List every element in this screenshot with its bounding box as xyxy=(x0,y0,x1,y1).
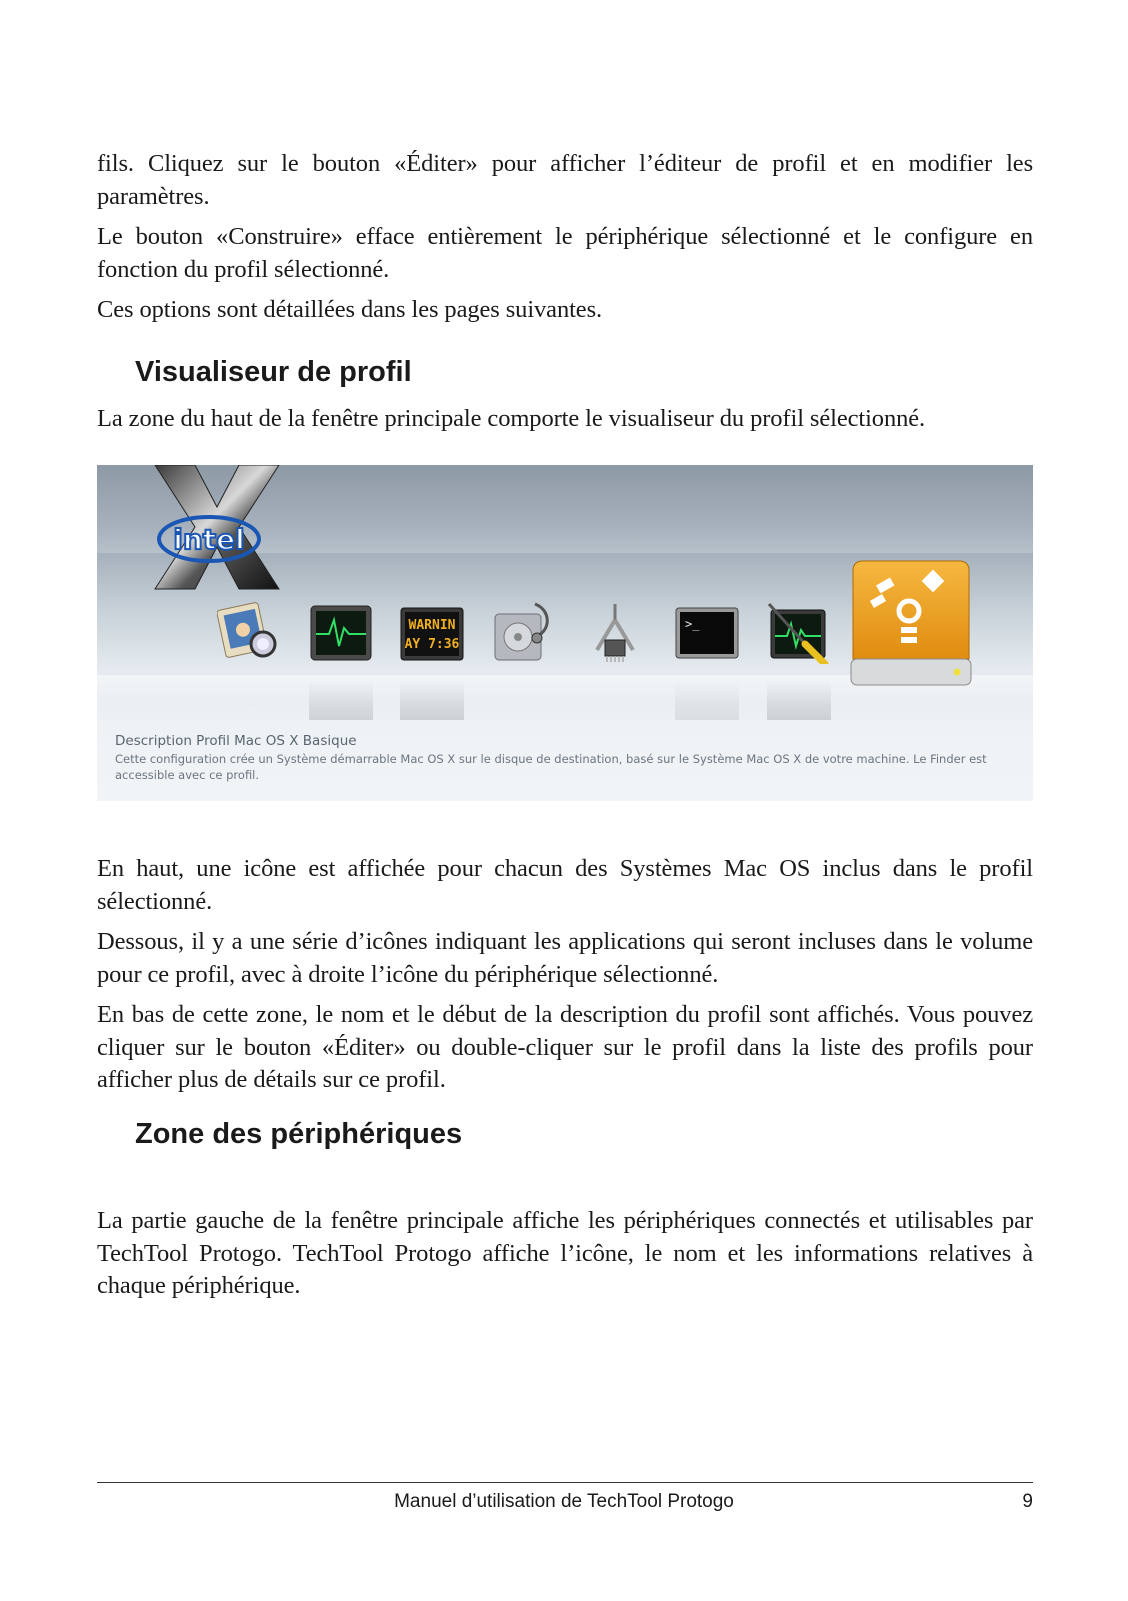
paragraph: Ces options sont détaillées dans les pages suivantes. xyxy=(97,296,603,323)
footer-title: Manuel d’utilisation de TechTool Protogo xyxy=(394,1491,734,1512)
firewire-drive-icon xyxy=(849,555,973,691)
profile-description-title: Description Profil Mac OS X Basique xyxy=(115,733,357,749)
section1-intro xyxy=(97,403,1033,436)
disk-utility-icon xyxy=(491,600,555,664)
system-profiler-icon xyxy=(583,600,647,664)
techtool-icon xyxy=(767,600,831,664)
section-heading-visualiseur: Visualiseur de profil xyxy=(135,356,412,388)
terminal-reflection xyxy=(675,680,739,720)
activity-monitor-icon xyxy=(309,600,373,664)
techtool-reflection xyxy=(767,680,831,720)
preview-icon xyxy=(217,600,281,664)
paragraph: La zone du haut de la fenêtre principale comporte le visualiseur du profil sélectionné. xyxy=(97,405,926,432)
page-number: 9 xyxy=(1022,1491,1033,1512)
paragraph: fils. Cliquez sur le bouton «Éditer» pour afficher l’éditeur de profil et en modifier les paramètres. xyxy=(97,150,1033,210)
middle-paragraphs xyxy=(97,853,1033,1097)
terminal-prompt: >_ xyxy=(685,617,700,631)
console-reflection xyxy=(400,680,464,720)
console-icon xyxy=(400,600,464,664)
paragraph: En haut, une icône est affichée pour chacun des Systèmes Mac OS inclus dans le profil sélectionné. xyxy=(97,855,1033,915)
console-line-1: WARNIN xyxy=(408,618,456,633)
section-heading-zone-peripheriques: Zone des périphériques xyxy=(135,1118,463,1150)
mac-os-x-intel-icon xyxy=(147,465,287,590)
profile-description-text: Cette configuration crée un Système démarrable Mac OS X sur le disque de destination, basé sur le Système Mac OS X de votre machine. Le Finder est accessible avec ce profil. xyxy=(115,752,987,782)
activity-monitor-reflection xyxy=(309,680,373,720)
paragraph: La partie gauche de la fenêtre principale affiche les périphériques connectés et utilisables par TechTool Protogo. TechTool Protogo affiche l’icône, le nom et les informations relatives à chaque périphérique. xyxy=(97,1207,1033,1299)
section2-body xyxy=(97,1205,1033,1303)
paragraph: Dessous, il y a une série d’icônes indiquant les applications qui seront incluses dans le volume pour ce profil, avec à droite l’icône du périphérique sélectionné. xyxy=(97,928,1033,988)
paragraph: En bas de cette zone, le nom et le début de la description du profil sont affichés. Vous pouvez cliquer sur le bouton «Éditer» ou double-cliquer sur le profil dans la liste des profils pour afficher plus de détails sur ce profil. xyxy=(97,1001,1033,1093)
top-paragraphs xyxy=(97,148,1033,327)
terminal-icon xyxy=(675,600,739,664)
intel-logo-text: intel xyxy=(173,523,245,556)
footer-divider xyxy=(97,1482,1033,1483)
paragraph: Le bouton «Construire» efface entièrement le périphérique sélectionné et le configure en fonction du profil sélectionné. xyxy=(97,223,1033,283)
console-line-2: AY 7:36 xyxy=(404,637,460,652)
profile-viewer-screenshot xyxy=(97,465,1033,801)
